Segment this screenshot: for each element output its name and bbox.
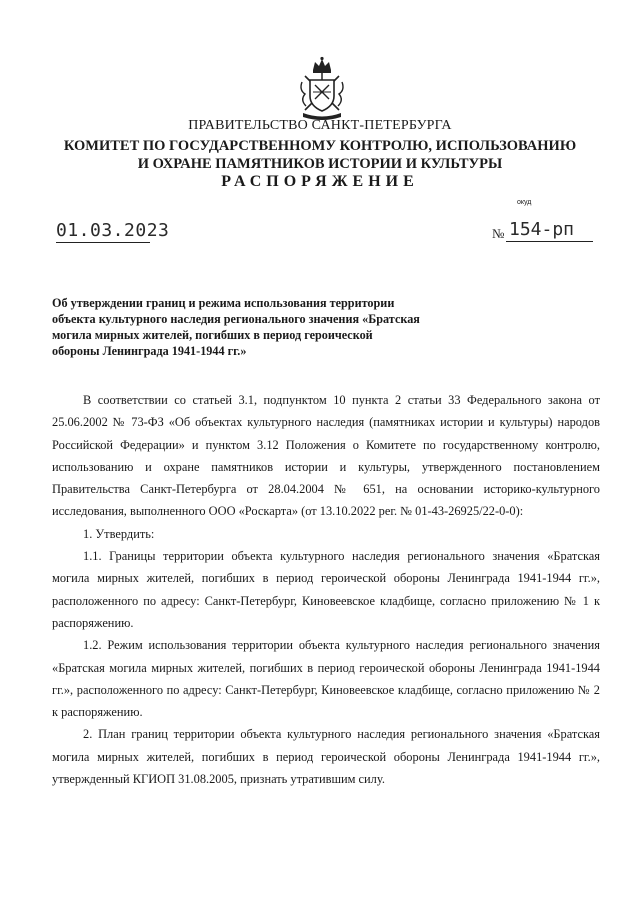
paragraph-item-1: 1. Утвердить:: [83, 526, 155, 541]
committee-line-2: И ОХРАНЕ ПАМЯТНИКОВ ИСТОРИИ И КУЛЬТУРЫ: [137, 156, 503, 172]
government-title: ПРАВИТЕЛЬСТВО САНКТ-ПЕТЕРБУРГА: [188, 118, 452, 133]
okud-label: окуд: [517, 199, 532, 206]
committee-line-1: КОМИТЕТ ПО ГОСУДАРСТВЕННОМУ КОНТРОЛЮ, ИСПОЛЬЗОВАНИЮ: [63, 138, 577, 154]
document-subject: Об утверждении границ и режима использования территории объекта культурного наследия регионального значения «Братская могила мирных жителей, погибших в период героической обороны Ленинграда 1941-1944 гг.»: [52, 296, 420, 358]
paragraph-item-2: 2. План границ территории объекта культурного наследия регионального значения «Братская могила мирных жителей, погибших в период героической обороны Ленинграда 1941-1944 гг.», утвержденный КГИОП 31.08.2005, признать утратившим силу.: [52, 727, 600, 787]
paragraph-preamble: В соответствии со статьей 3.1, подпунктом 10 пункта 2 статьи 33 Федерального закона от 25.06.2002 № 73-ФЗ «Об объектах культурного наследия (памятниках истории и культуры) народов Российской Федерации» и пунктом 3.12 Положения о Комитете по государственному контролю, использованию и охране памятников истории и культуры, утвержденного постановлением Правительства Санкт-Петербурга от 28.04.2004 № 651, на основании историко-культурного исследования, выполненного ООО «Роскарта» (от 13.10.2022 рег. № 01-43-26925/22-0-0):: [52, 393, 600, 519]
document-date: 01.03.2023: [56, 220, 170, 241]
committee-name: [0, 137, 640, 173]
paragraph-item-1-2: 1.2. Режим использования территории объекта культурного наследия регионального значения «Братская могила мирных жителей, погибших в период героической обороны Ленинграда 1941-1944 гг.», расположенного по адресу: Санкт-Петербург, Киновеевское кладбище, согласно приложению № 2 к распоряжению.: [52, 638, 600, 720]
coat-of-arms-emblem: [297, 56, 347, 122]
document-number: 154-рп: [506, 219, 593, 242]
document-type: РАСПОРЯЖЕНИЕ: [221, 173, 419, 190]
paragraph-item-1-1: 1.1. Границы территории объекта культурного наследия регионального значения «Братская могила мирных жителей, погибших в период героической обороны Ленинграда 1941-1944 гг.», расположенного по адресу: Санкт-Петербург, Киновеевское кладбище, согласно приложению № 1 к распоряжению.: [52, 549, 600, 630]
document-body: [52, 389, 600, 790]
number-sign: №: [492, 226, 505, 241]
